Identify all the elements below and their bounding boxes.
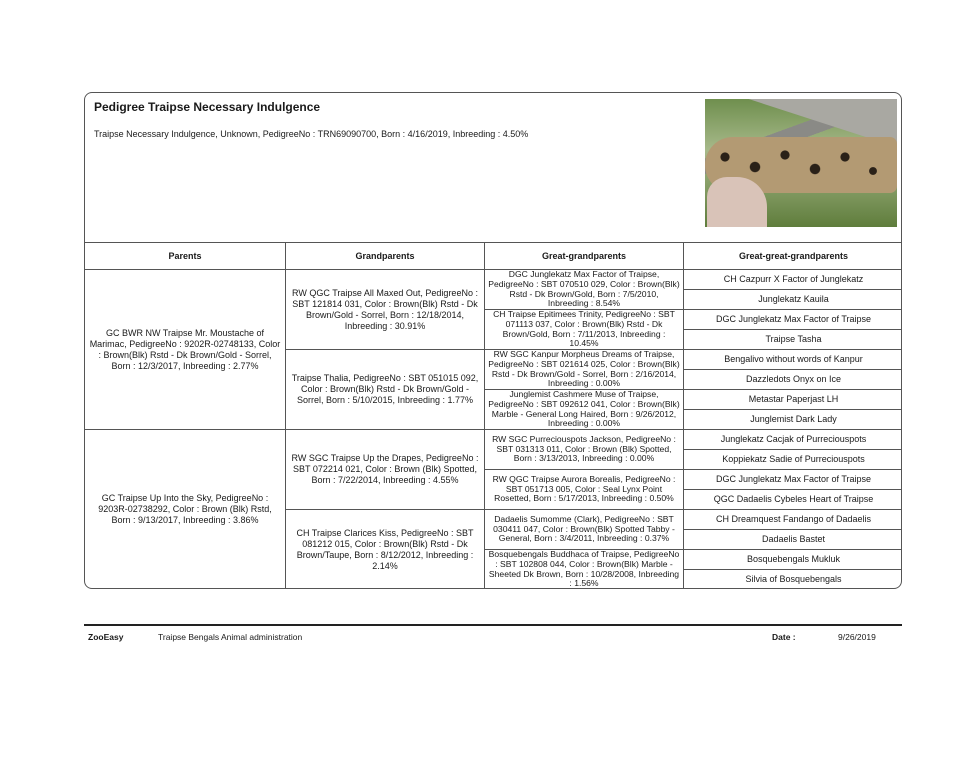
great-grandparent: RW SGC Purreciouspots Jackson, PedigreeNo : SBT 031313 011, Color : Brown (Blk) Spotted, Born : 3/13/2013, Inbreeding : 0.00% (492, 434, 676, 464)
parent-dam: GC Traipse Up Into the Sky, PedigreeNo : 9203R-02738292, Color : Brown (Blk) Rstd, Born : 9/13/2017, Inbreeding : 3.86% (85, 430, 286, 590)
great-grandparent-cell (485, 470, 684, 510)
great-great-grandparent: DGC Junglekatz Max Factor of Traipse (684, 470, 903, 490)
column-header-parents: Parents (85, 243, 286, 270)
great-grandparent: RW SGC Kanpur Morpheus Dreams of Traipse, PedigreeNo : SBT 021614 025, Color : Brown(Blk) Rstd - Dk Brown/Gold - Sorrel, Born : 2/16/2014, Inbreeding : 0.00% (488, 350, 680, 389)
great-great-grandparent: Bengalivo without words of Kanpur (684, 350, 903, 370)
pedigree-card (84, 92, 902, 589)
great-great-grandparent: Silvia of Bosquebengals (684, 570, 903, 590)
grandparent: RW QGC Traipse All Maxed Out, PedigreeNo : SBT 121814 031, Color : Brown(Blk) Rstd - Dk Brown/Gold - Sorrel, Born : 12/18/2014, Inbreeding : 30.91% (286, 270, 485, 350)
great-grandparent-cell (485, 430, 684, 470)
great-great-grandparent: Dadaelis Bastet (684, 530, 903, 550)
great-grandparent: RW QGC Traipse Aurora Borealis, PedigreeNo : SBT 051713 005, Color : Seal Lynx Point Rosetted, Born : 5/17/2013, Inbreeding : 0.50% (492, 474, 676, 504)
great-great-grandparent: DGC Junglekatz Max Factor of Traipse (684, 310, 903, 330)
great-grandparent-cell (485, 550, 684, 590)
animal-summary: Traipse Necessary Indulgence, Unknown, PedigreeNo : TRN69090700, Born : 4/16/2019, Inbreeding : 4.50% (94, 129, 529, 139)
great-great-grandparent: Metastar Paperjast LH (684, 390, 903, 410)
great-grandparent: Junglemist Cashmere Muse of Traipse, PedigreeNo : SBT 092612 041, Color : Brown(Blk) Marble - General Long Haired, Born : 9/26/2012, Inbreeding : 0.00% (488, 390, 680, 429)
great-great-grandparent: Junglekatz Kauila (684, 290, 903, 310)
great-grandparent-cell (485, 510, 684, 550)
pedigree-table (84, 242, 902, 589)
grandparent: RW SGC Traipse Up the Drapes, PedigreeNo : SBT 072214 021, Color : Brown (Blk) Spotted, Born : 7/22/2014, Inbreeding : 4.55% (286, 430, 485, 510)
great-great-grandparent: CH Cazpurr X Factor of Junglekatz (684, 270, 903, 290)
great-grandparent-cell (485, 270, 684, 310)
great-great-grandparent: CH Dreamquest Fandango of Dadaelis (684, 510, 903, 530)
column-header-great-great-grandparents: Great-great-grandparents (684, 243, 903, 270)
footer-divider (84, 624, 902, 626)
great-grandparent-cell (485, 390, 684, 430)
footer-date-value: 9/26/2019 (838, 632, 876, 642)
great-great-grandparent: Traipse Tasha (684, 330, 903, 350)
great-grandparent: Bosquebengals Buddhaca of Traipse, PedigreeNo : SBT 102808 044, Color : Brown(Blk) Marble - Sheeted Dk Brown, Born : 10/28/2008, Inbreeding : 1.56% (488, 550, 680, 589)
footer-app-name: ZooEasy (88, 632, 124, 642)
great-grandparent: Dadaelis Sumomme (Clark), PedigreeNo : SBT 030411 047, Color : Brown(Blk) Spotted Tabby - General, Born : 3/4/2011, Inbreeding : 0.37% (493, 514, 675, 544)
great-great-grandparent: Koppiekatz Sadie of Purreciouspots (684, 450, 903, 470)
footer-organization: Traipse Bengals Animal administration (158, 632, 303, 642)
grandparent: CH Traipse Clarices Kiss, PedigreeNo : SBT 081212 015, Color : Brown(Blk) Rstd - Dk Brown/Taupe, Born : 8/12/2012, Inbreeding : 2.14% (286, 510, 485, 590)
great-great-grandparent: Bosquebengals Mukluk (684, 550, 903, 570)
great-great-grandparent: Dazzledots Onyx on Ice (684, 370, 903, 390)
page-title: Pedigree Traipse Necessary Indulgence (94, 100, 321, 114)
great-grandparent: CH Traipse Epitimees Trinity, PedigreeNo : SBT 071113 037, Color : Brown(Blk) Rstd - Dk Brown/Gold, Born : 7/11/2013, Inbreeding : 10.45% (493, 310, 675, 349)
column-header-great-grandparents: Great-grandparents (485, 243, 684, 270)
great-grandparent-cell (485, 310, 684, 350)
great-great-grandparent: Junglemist Dark Lady (684, 410, 903, 430)
great-great-grandparent: QGC Dadaelis Cybeles Heart of Traipse (684, 490, 903, 510)
parent-sire: GC BWR NW Traipse Mr. Moustache of Marimac, PedigreeNo : 9202R-02748133, Color : Brown(Blk) Rstd - Dk Brown/Gold - Sorrel, Born : 12/3/2017, Inbreeding : 2.77% (85, 270, 286, 430)
cat-photo (705, 99, 897, 227)
grandparent: Traipse Thalia, PedigreeNo : SBT 051015 092, Color : Brown(Blk) Rstd - Dk Brown/Gold - Sorrel, Born : 5/10/2015, Inbreeding : 1.77% (286, 350, 485, 430)
great-grandparent: DGC Junglekatz Max Factor of Traipse, PedigreeNo : SBT 070510 029, Color : Brown(Blk) Rstd - Dk Brown/Gold, Born : 7/5/2010, Inbreeding : 8.54% (488, 270, 680, 309)
great-great-grandparent: Junglekatz Cacjak of Purreciouspots (684, 430, 903, 450)
footer-date-label: Date : (772, 632, 796, 642)
great-grandparent-cell (485, 350, 684, 390)
column-header-grandparents: Grandparents (286, 243, 485, 270)
